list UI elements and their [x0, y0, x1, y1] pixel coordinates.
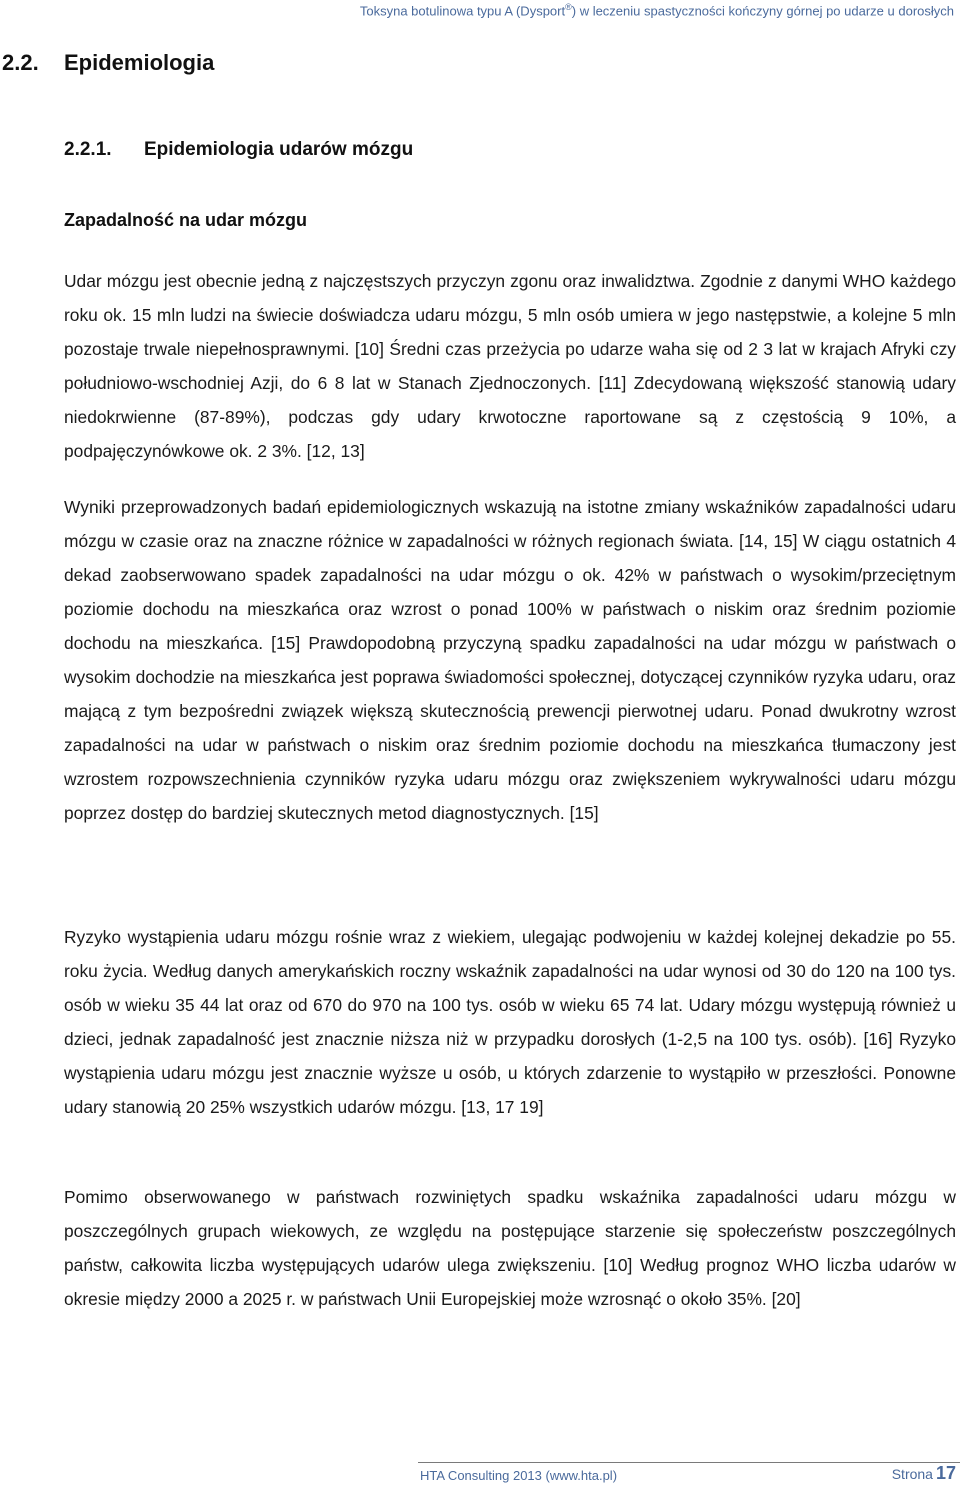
registered-mark: ® — [565, 2, 572, 12]
paragraph-age-risk: Ryzyko wystąpienia udaru mózgu rośnie wraz z wiekiem, ulegając podwojeniu w każdej kolejnej dekadzie po 55. roku życia. Według danych amerykańskich roczny wskaźnik zapadalności na udar wynosi od 30 do 120 na 100 tys. osób w wieku 35 44 lat oraz od 670 do 970 na 100 tys. osób w wieku 65 74 lat. Udary mózgu występują również u dzieci, jednak zapadalność jest znacznie niższa niż w przypadku dorosłych (1-2,5 na 100 tys. osób). [16] Ryzyko wystąpienia udaru mózgu jest znacznie wyższe u osób, u których zdarzenie to wystąpiło w przeszłości. Ponowne udary stanowią 20 25% wszystkich udarów mózgu. [13, 17 19] — [64, 927, 956, 1117]
paragraph-incidence-trends: Wyniki przeprowadzonych badań epidemiologicznych wskazują na istotne zmiany wskaźników zapadalności udaru mózgu w czasie oraz na znaczne różnice w zapadalności w różnych regionach świata. [14, 15] W ciągu ostatnich 4 dekad zaobserwowano spadek zapadalności na udar mózgu o ok. 42% w państwach o wysokim/przeciętnym poziomie dochodu na mieszkańca oraz wzrost o ponad 100% w państwach o niskim oraz średnim poziomie dochodu na mieszkańca. [15] Prawdopodobną przyczyną spadku zapadalności na udar mózgu w państwach o wysokim dochodzie na mieszkańca jest poprawa świadomości społecznej, dotyczącej czynników ryzyka udaru, oraz mającą z tym bezpośredni związek większą skutecznością prewencji pierwotnej udaru. Ponad dwukrotny wzrost zapadalności na udar w państwach o niskim oraz średnim poziomie dochodu na mieszkańca tłumaczony jest wzrostem rozpowszechnienia czynników ryzyka udaru mózgu oraz zwiększeniem wykrywalności udaru mózgu poprzez dostęp do bardziej skutecznych metod diagnostycznych. [15] — [64, 497, 956, 823]
footer-page — [892, 1463, 956, 1484]
subsection-number: 2.2.1. — [64, 139, 112, 160]
running-header-title-post: ) w leczeniu spastyczności kończyny górnej po udarze u dorosłych — [571, 3, 954, 19]
section-heading — [2, 50, 214, 76]
section-title: Epidemiologia — [64, 50, 215, 75]
running-header — [360, 2, 954, 18]
paragraph-who-forecast: Pomimo obserwowanego w państwach rozwiniętych spadku wskaźnika zapadalności udaru mózgu w poszczególnych grupach wiekowych, ze względu na postępujące starzenie się społeczeństw poszczególnych państw, całkowita liczba występujących udarów ulega zwiększeniu. [10] Według prognoz WHO liczba udarów w okresie między 2000 a 2025 r. w państwach Unii Europejskiej może wzrosnąć o około 35%. [20] — [64, 1187, 956, 1309]
subsection-title: Epidemiologia udarów mózgu — [144, 139, 414, 160]
page-number: 17 — [935, 1463, 956, 1483]
subsection-heading — [64, 139, 413, 161]
footer-divider — [418, 1462, 960, 1463]
page-label: Strona — [891, 1466, 933, 1482]
paragraph-stroke-overview: Udar mózgu jest obecnie jedną z najczęstszych przyczyn zgonu oraz inwalidztwa. Zgodnie z danymi WHO każdego roku ok. 15 mln ludzi na świecie doświadcza udaru mózgu, 5 mln osób umiera w jego następstwie, a kolejne 5 mln pozostaje trwale niepełnosprawnymi. [10] Średni czas przeżycia po udarze waha się od 2 3 lat w krajach Afryki czy południowo-wschodniej Azji, do 6 8 lat w Stanach Zjednoczonych. [11] Zdecydowaną większość stanowią udary niedokrwienne (87-89%), podczas gdy udary krwotoczne raportowane są z częstością 9 10%, a podpajęczynówkowe ok. 2 3%. [12, 13] — [64, 271, 956, 461]
running-header-title-pre: Toksyna botulinowa typu A (Dysport — [359, 3, 566, 19]
footer-publisher: HTA Consulting 2013 (www.hta.pl) — [420, 1468, 618, 1483]
section-number: 2.2. — [2, 50, 39, 75]
minor-heading: Zapadalność na udar mózgu — [64, 210, 308, 230]
